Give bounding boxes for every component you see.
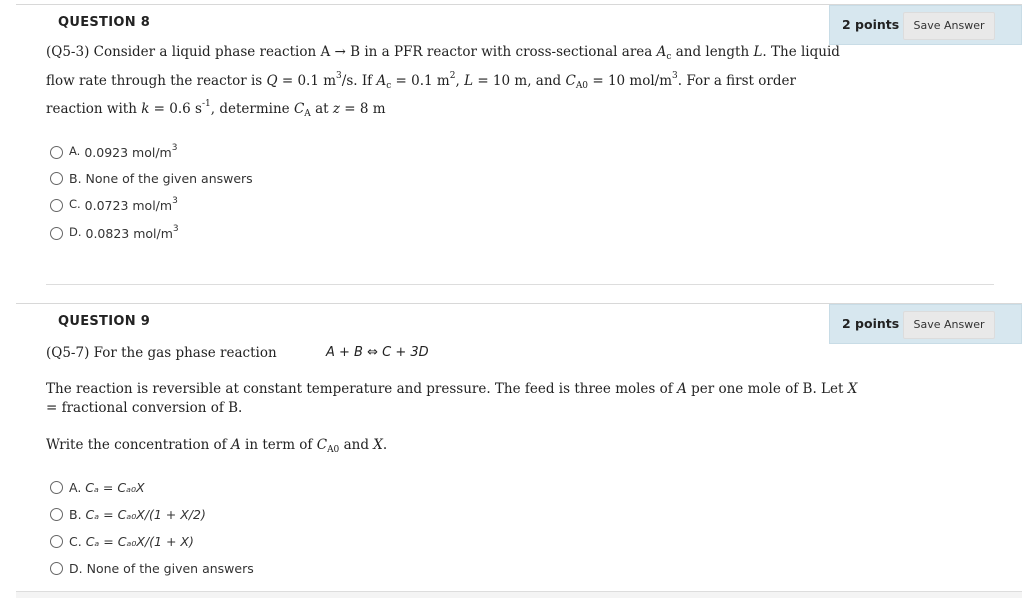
question-8-text-line-2 (46, 71, 796, 91)
q8-text: = 10 m, and (473, 73, 566, 89)
q9-text: in term of (240, 437, 317, 453)
option-letter: B. (69, 171, 82, 186)
q8-var-ca: C (293, 101, 305, 117)
q9-var-a: A (677, 381, 687, 397)
divider (46, 284, 994, 285)
radio-button[interactable] (50, 227, 63, 240)
question-8-option-c[interactable] (50, 196, 178, 213)
radio-button[interactable] (50, 146, 63, 159)
q9-text: = fractional conversion of B. (46, 400, 243, 416)
q8-text: /s. If (341, 73, 377, 89)
q8-sub: A (304, 109, 311, 119)
question-9-points-box (829, 304, 1022, 344)
q8-text: , determine (210, 101, 294, 117)
question-8-points-box (829, 5, 1022, 45)
question-9-equation: A + B ⇔ C + 3D (326, 345, 429, 360)
q8-sub: c (386, 81, 392, 91)
q8-sup: 3 (336, 71, 342, 81)
q8-var-ca0: C (565, 73, 576, 89)
question-9-paragraph-line-2 (46, 400, 242, 416)
option-letter: C. (69, 534, 82, 549)
q8-var-l: L (753, 44, 763, 60)
question-9-option-b[interactable] (50, 507, 206, 522)
q8-text: (Q5-3) Consider a liquid phase reaction A → B in a PFR reactor with cross-sectional area (46, 44, 657, 60)
question-9-option-d[interactable] (50, 561, 254, 576)
q9-var-a: A (230, 437, 241, 453)
q8-text: and length (671, 44, 754, 60)
question-8-option-b[interactable] (50, 171, 253, 186)
option-text: 0.0723 mol/m (84, 198, 173, 213)
q8-text: = 10 mol/m (588, 73, 673, 89)
q8-sup: 3 (672, 71, 678, 81)
question-9-instruction (46, 437, 387, 455)
q8-var-a: A (376, 73, 387, 89)
q9-text: . (382, 437, 388, 453)
option-text: None of the given answers (86, 561, 254, 576)
question-9-title: QUESTION 9 (58, 314, 151, 329)
option-text: 0.0823 mol/m (85, 226, 173, 241)
q8-text: , (455, 73, 465, 89)
question-8-title: QUESTION 8 (58, 15, 151, 30)
q8-text: = 0.1 m (277, 73, 337, 89)
option-text: 0.0923 mol/m (84, 145, 172, 160)
q8-text: at (310, 101, 333, 117)
question-9-text-line-1 (46, 345, 277, 361)
option-text: Cₐ = Cₐ₀X/(1 + X) (85, 534, 194, 549)
radio-button[interactable] (50, 172, 63, 185)
q9-var-c: C (316, 437, 328, 453)
radio-button[interactable] (50, 562, 63, 575)
question-8-text-line-3 (46, 99, 386, 119)
q8-sub: c (666, 52, 672, 62)
question-8-text-line-1 (46, 44, 840, 62)
q8-text: . For a first order (677, 73, 796, 89)
option-text: Cₐ = Cₐ₀X (85, 480, 145, 495)
q8-var-k: k (141, 101, 150, 117)
option-sup: 3 (172, 196, 178, 206)
option-letter: C. (69, 197, 81, 211)
radio-button[interactable] (50, 481, 63, 494)
question-9-option-c[interactable] (50, 534, 194, 549)
q8-var-ac: A (656, 44, 667, 60)
question-8-points: 2 points (842, 17, 900, 32)
question-9-option-a[interactable] (50, 480, 145, 495)
q8-sub: A0 (575, 81, 589, 91)
option-letter: B. (69, 507, 82, 522)
q9-text: The reaction is reversible at constant temperature and pressure. The feed is three moles of (46, 381, 678, 397)
q8-sup: -1 (201, 99, 211, 109)
option-letter: D. (69, 561, 83, 576)
q8-var-l: L (464, 73, 474, 89)
q9-text: and (339, 437, 374, 453)
q9-var-x: X (373, 437, 383, 453)
q9-sub: A0 (327, 445, 340, 455)
q8-text: flow rate through the reactor is (46, 73, 267, 89)
option-text: Cₐ = Cₐ₀X/(1 + X/2) (85, 507, 206, 522)
q8-text: . The liquid (762, 44, 840, 60)
q9-var-x: X (847, 381, 858, 397)
question-8-option-d[interactable] (50, 224, 179, 241)
q8-text: = 8 m (339, 101, 386, 117)
q8-var-z: z (332, 101, 340, 117)
q8-sup: 2 (449, 71, 456, 81)
q8-text: reaction with (46, 101, 142, 117)
q9-text: per one mole of B. Let (686, 381, 848, 397)
question-9-points: 2 points (842, 316, 900, 331)
q8-text: = 0.6 s (149, 101, 202, 117)
q8-var-q: Q (266, 73, 278, 89)
question-9-save-answer-button[interactable]: Save Answer (903, 311, 995, 339)
question-9-paragraph-line-1 (46, 381, 857, 397)
radio-button[interactable] (50, 508, 63, 521)
q9-text: Write the concentration of (46, 437, 231, 453)
radio-button[interactable] (50, 199, 63, 212)
q9-text: (Q5-7) For the gas phase reaction (46, 345, 277, 361)
option-letter: A. (69, 480, 82, 495)
option-letter: D. (69, 225, 82, 239)
question-8-header (16, 4, 1022, 45)
option-sup: 3 (171, 143, 178, 153)
question-9-header (16, 303, 1022, 344)
question-8-option-a[interactable] (50, 143, 177, 160)
q8-text: = 0.1 m (391, 73, 450, 89)
radio-button[interactable] (50, 535, 63, 548)
question-8-save-answer-button[interactable]: Save Answer (903, 12, 995, 40)
option-text: None of the given answers (85, 171, 253, 186)
option-sup: 3 (172, 224, 179, 234)
option-letter: A. (69, 144, 81, 158)
